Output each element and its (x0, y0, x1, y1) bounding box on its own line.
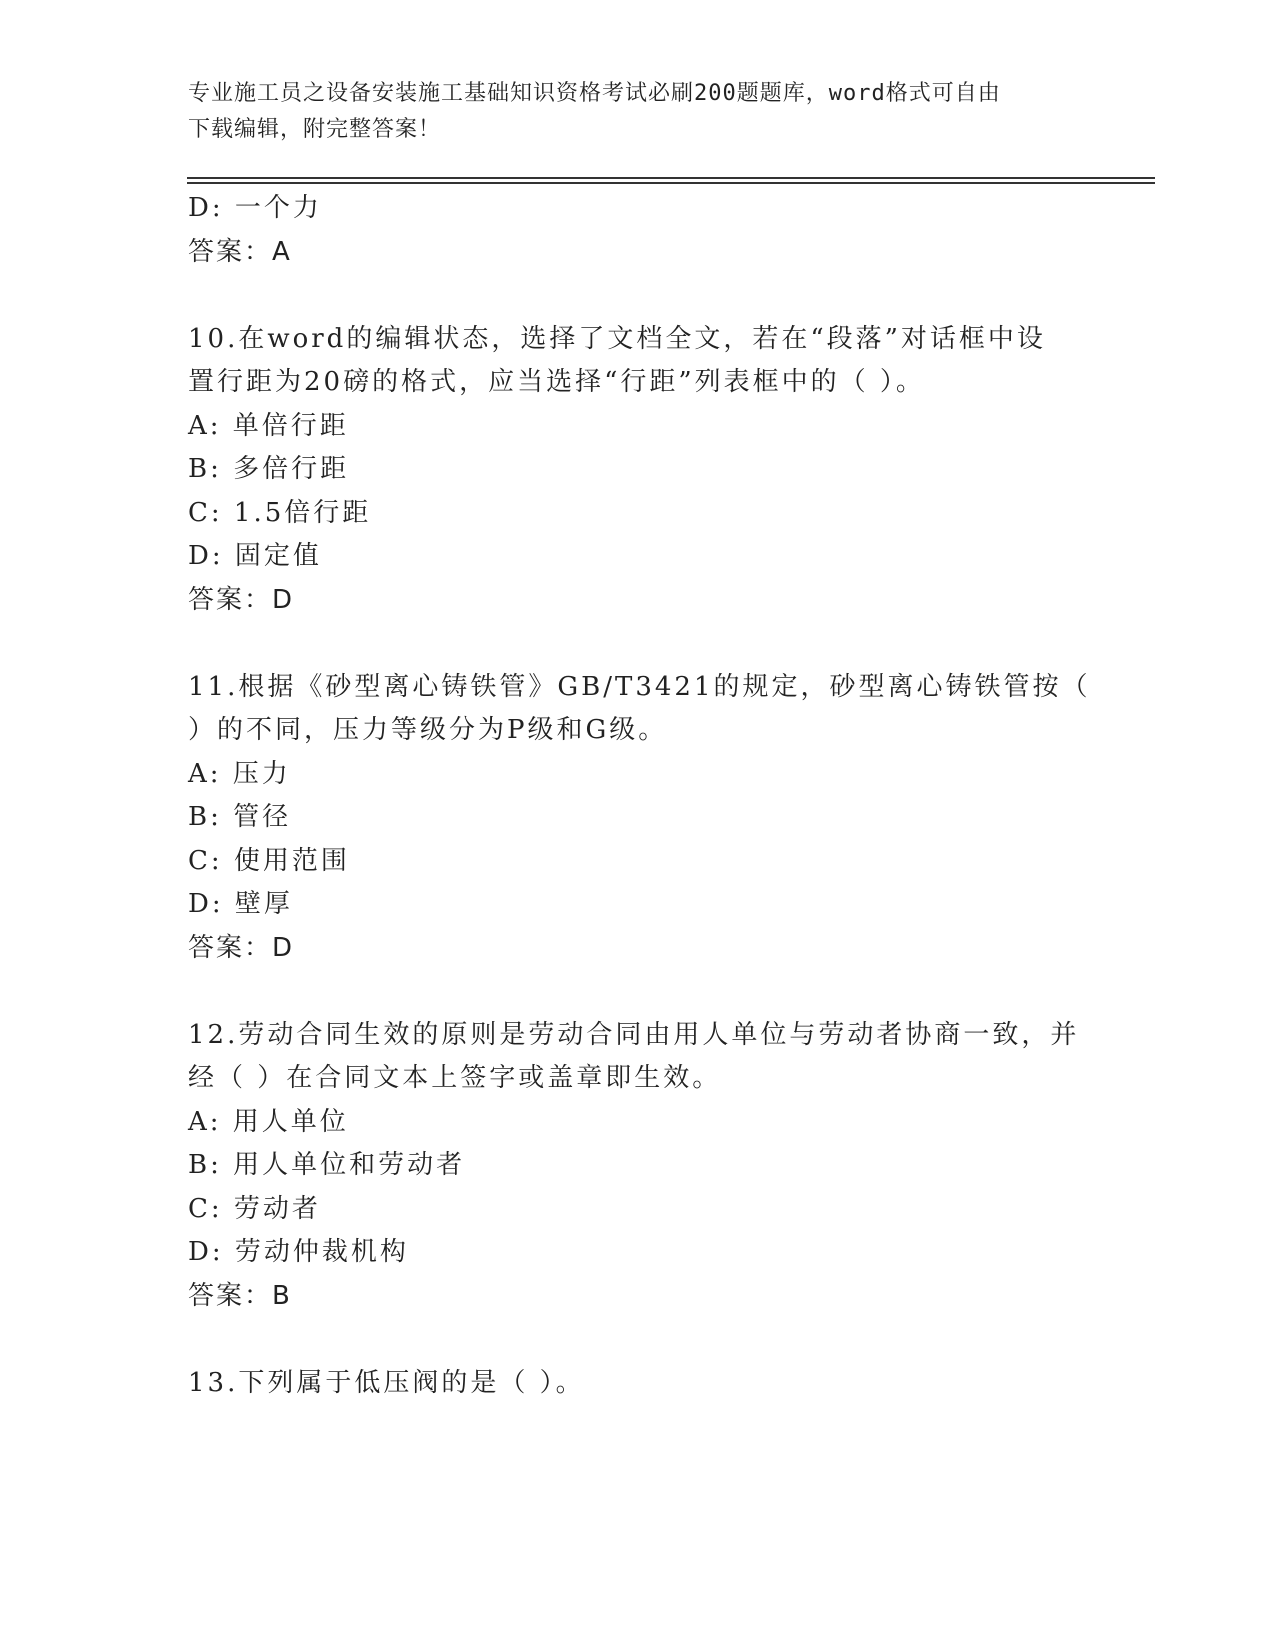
q12-option-d: D: 劳动仲裁机构 (188, 1237, 409, 1267)
q10-option-d: D: 固定值 (188, 541, 322, 571)
q10-answer: 答案：D (188, 585, 295, 615)
prev-question-option-d: D: 一个力 (188, 193, 322, 223)
q13-stem-line-1: 13.下列属于低压阀的是（ ）。 (188, 1368, 585, 1398)
q10-option-b: B: 多倍行距 (188, 454, 350, 484)
q12-stem-line-1: 12.劳动合同生效的原则是劳动合同由用人单位与劳动者协商一致，并 (188, 1020, 1080, 1050)
q11-option-c: C: 使用范围 (188, 846, 350, 876)
q12-answer: 答案：B (188, 1281, 292, 1311)
q11-stem-line-2: ）的不同，压力等级分为P级和G级。 (188, 715, 668, 745)
header-divider-top (187, 177, 1155, 179)
q11-option-b: B: 管径 (188, 802, 292, 832)
q12-option-a: A: 用人单位 (188, 1107, 349, 1137)
q12-option-b: B: 用人单位和劳动者 (188, 1150, 466, 1180)
document-header (188, 76, 1088, 148)
header-title-line-2: 下载编辑，附完整答案！ (188, 117, 442, 142)
q10-option-a: A: 单倍行距 (188, 411, 349, 441)
q11-option-d: D: 壁厚 (188, 889, 293, 919)
q11-answer: 答案：D (188, 933, 295, 963)
q11-stem-line-1: 11.根据《砂型离心铸铁管》GB/T3421的规定，砂型离心铸铁管按（ (188, 672, 1091, 702)
q10-stem-line-1: 10.在word的编辑状态，选择了文档全文，若在“段落”对话框中设 (188, 324, 1046, 354)
prev-question-answer: 答案：A (188, 237, 292, 267)
q12-stem-line-2: 经（ ）在合同文本上签字或盖章即生效。 (188, 1063, 722, 1093)
header-title-line-1: 专业施工员之设备安装施工基础知识资格考试必刷200题题库，word格式可自由 (188, 81, 1001, 106)
header-divider-bottom (187, 182, 1155, 184)
q10-option-c: C: 1.5倍行距 (188, 498, 372, 528)
q12-option-c: C: 劳动者 (188, 1194, 321, 1224)
q10-stem-line-2: 置行距为20磅的格式，应当选择“行距”列表框中的（ ）。 (188, 367, 925, 397)
q11-option-a: A: 压力 (188, 759, 291, 789)
